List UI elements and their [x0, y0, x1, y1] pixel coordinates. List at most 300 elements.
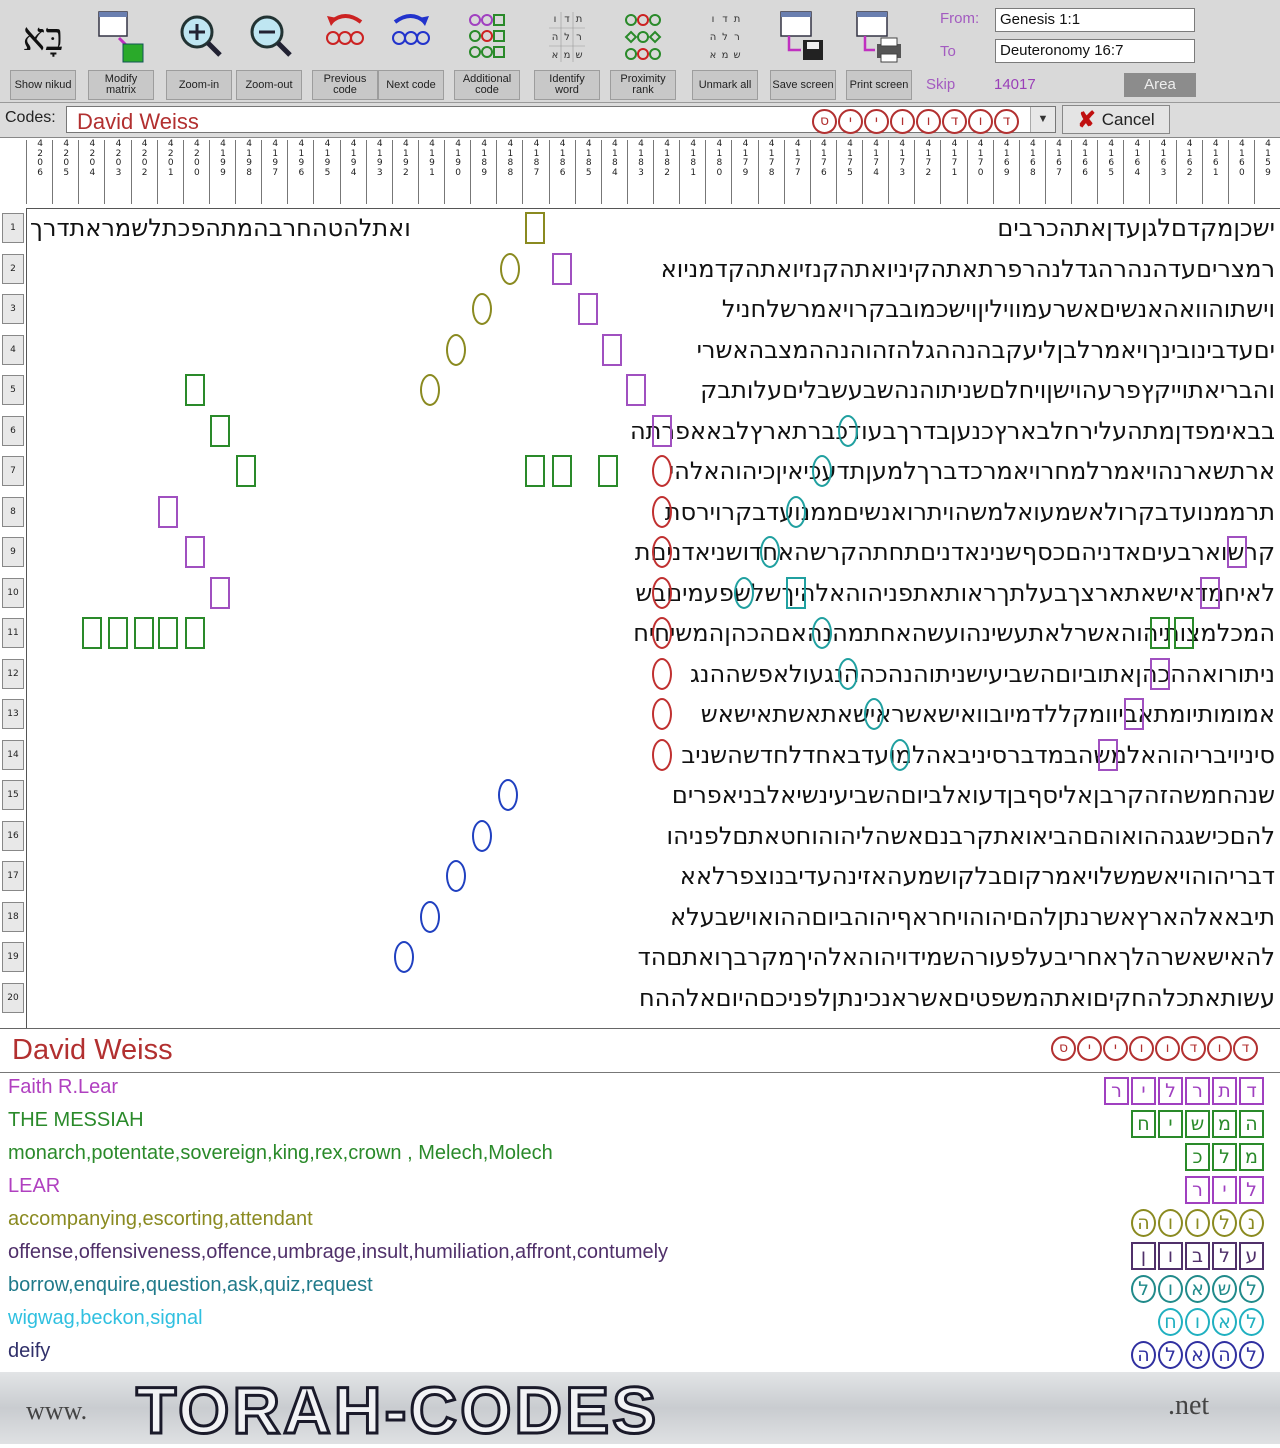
- letter-highlight: [525, 212, 545, 244]
- letter-highlight: [734, 577, 754, 609]
- term-letter: ן: [1131, 1242, 1156, 1270]
- from-field[interactable]: Genesis 1:1: [995, 8, 1195, 32]
- column-number: 4 1 7 1: [940, 140, 967, 204]
- column-number: 4 1 8 6: [549, 140, 576, 204]
- modify-matrix-label: Modify matrix: [88, 70, 154, 100]
- letter-highlight: [1174, 617, 1194, 649]
- column-number: 4 1 7 3: [888, 140, 915, 204]
- skip-value: 14017: [994, 76, 1036, 93]
- cancel-button[interactable]: [1062, 105, 1170, 134]
- next-code-label: Next code: [378, 70, 444, 100]
- zoom-in-label: Zoom-in: [166, 70, 232, 100]
- letter-highlight: [890, 739, 910, 771]
- matrix-row: ישכןמקדםלגןעדןאתהכרבים ואתלהטהחרבהמתהפכתלשמראתדרך: [30, 214, 1275, 242]
- term-letter: ל: [1212, 1209, 1237, 1237]
- letter-highlight: [210, 577, 230, 609]
- column-number: 4 1 8 3: [627, 140, 654, 204]
- identify-word-label: Identify word: [534, 70, 600, 100]
- column-number: 4 1 8 4: [601, 140, 628, 204]
- term-letter: ו: [1158, 1275, 1183, 1303]
- letter-highlight: [1200, 577, 1220, 609]
- matrix-row: תרממנועדבקרולאשמעואלמשהויתרואנשיםממנועדבקרוירסת: [664, 497, 1275, 526]
- term-letter: ה: [1131, 1209, 1156, 1237]
- term-letter: ל: [1158, 1341, 1183, 1369]
- column-number: 4 1 6 5: [1097, 140, 1124, 204]
- column-number: 4 1 8 7: [522, 140, 549, 204]
- additional-code-label: Additional code: [454, 70, 520, 100]
- letter-highlight: [838, 415, 858, 447]
- letter-highlight: [82, 617, 102, 649]
- code-letter: ו: [1129, 1036, 1154, 1061]
- print-screen-button[interactable]: [846, 4, 912, 100]
- code-letter: י: [838, 109, 863, 134]
- letter-highlight: [786, 496, 806, 528]
- letter-highlight: [1150, 617, 1170, 649]
- from-label: From:: [940, 10, 980, 27]
- letter-highlight: [134, 617, 154, 649]
- row-number: 12: [2, 659, 24, 689]
- letter-highlight: [446, 334, 466, 366]
- matrix-row: להםכישגגההואוהםהביאואתקרבנםאשהליהוהוחטאתםלפניהו: [666, 821, 1275, 850]
- column-number: 4 1 7 2: [914, 140, 941, 204]
- letter-highlight: [158, 617, 178, 649]
- svg-text:ו: ו: [553, 14, 557, 25]
- row-number: 14: [2, 740, 24, 770]
- svg-text:ל: ל: [722, 32, 728, 43]
- matrix-row: יםעדבינובינךויאמרלבןליעקבהנההגלהזהוהנההמצבהאשרי: [696, 335, 1275, 364]
- term-hebrew-letters: [1131, 1209, 1264, 1237]
- letter-highlight: [864, 698, 884, 730]
- column-number: 4 2 0 5: [52, 140, 79, 204]
- to-label: To: [940, 43, 956, 60]
- print-screen-label: Print screen: [846, 70, 912, 100]
- code-letter: י: [1103, 1036, 1128, 1061]
- column-number: 4 1 6 0: [1228, 140, 1255, 204]
- column-number: 4 1 9 3: [366, 140, 393, 204]
- term-letter: ר: [1104, 1077, 1129, 1105]
- column-number: 4 1 8 5: [575, 140, 602, 204]
- code-letter: ו: [916, 109, 941, 134]
- letter-highlight: [598, 455, 618, 487]
- term-letter: ת: [1212, 1077, 1237, 1105]
- term-letter: ה: [1212, 1341, 1237, 1369]
- code-letter: ו: [968, 109, 993, 134]
- term-letter: ל: [1239, 1341, 1264, 1369]
- svg-text:א: א: [709, 50, 717, 61]
- print-screen-icon: [855, 8, 903, 66]
- svg-text:ר: ר: [576, 32, 582, 43]
- column-number: 4 1 7 9: [731, 140, 758, 204]
- column-number: 4 1 9 7: [261, 140, 288, 204]
- term-letter: ל: [1239, 1275, 1264, 1303]
- show-nikud-label: Show nikud: [10, 70, 76, 100]
- matrix-row: תיבאאלהארץאשרנתןלהםיהוהויחראףיהוהביוםההואוישבעלא: [670, 902, 1275, 931]
- letter-highlight: [525, 455, 545, 487]
- matrix-row: וישתוהוואהאנשיםאשרעמוויליןוישכמובבקרויאמרשלחניל: [721, 295, 1275, 323]
- identify-word-button[interactable]: [534, 4, 600, 100]
- term-text[interactable]: offense,offensiveness,offence,umbrage,insult,humiliation,affront,contumely: [8, 1241, 669, 1263]
- column-number: 4 1 9 1: [418, 140, 445, 204]
- term-hebrew-letters: [1158, 1308, 1264, 1336]
- zoom-in-button[interactable]: [166, 4, 232, 100]
- letter-highlight: [1150, 658, 1170, 690]
- area-button[interactable]: Area: [1124, 73, 1196, 97]
- term-hebrew-letters: [1131, 1275, 1264, 1303]
- modify-matrix-icon: [97, 8, 145, 66]
- letter-highlight: [446, 860, 466, 892]
- term-text[interactable]: THE MESSIAH: [8, 1109, 144, 1131]
- matrix-row: ארתשארנהויאמרלמחרויאמרכדברךלמעןתדעכיאיןכיהוהאלהי: [668, 457, 1275, 485]
- row-number: 2: [2, 254, 24, 284]
- term-text[interactable]: LEAR: [8, 1175, 61, 1197]
- modify-matrix-button[interactable]: [88, 4, 154, 100]
- letter-highlight: [498, 779, 518, 811]
- letter-highlight: [652, 658, 672, 690]
- matrix-row: המכלמצותיהוהאשרלאתעשינהועשהאחתמהנהאםהכהןהמשיחיח: [633, 619, 1275, 647]
- save-screen-button[interactable]: [770, 4, 836, 100]
- additional-code-icon: [463, 8, 511, 66]
- results-panel: [0, 1030, 1280, 1368]
- term-hebrew-letters: [1131, 1242, 1264, 1270]
- term-letter: י: [1158, 1110, 1183, 1138]
- svg-text:ר: ר: [734, 32, 740, 43]
- zoom-out-icon: [245, 8, 293, 66]
- column-number: 4 1 6 4: [1123, 140, 1150, 204]
- column-number: 4 1 9 2: [392, 140, 419, 204]
- row-number: 20: [2, 983, 24, 1013]
- term-letter: י: [1212, 1176, 1237, 1204]
- matrix-row: בבאימפדןמתהעלירחלבארץכנעןבדרךבעודכברתארץלבאאפרתה: [630, 416, 1275, 445]
- site-banner: [0, 1372, 1280, 1447]
- additional-code-button[interactable]: [454, 4, 520, 100]
- codes-select[interactable]: [66, 106, 1056, 133]
- banner-www: www.: [26, 1396, 88, 1425]
- cancel-label: Cancel: [1101, 109, 1155, 129]
- row-number: 4: [2, 335, 24, 365]
- row-number: 13: [2, 699, 24, 729]
- column-number: 4 1 6 1: [1202, 140, 1229, 204]
- letter-highlight: [185, 536, 205, 568]
- term-letter: ש: [1185, 1110, 1210, 1138]
- matrix-row: עשותאתכלהחקיםואתהמשפטיםאשראנכינתןלפניכםהיוםאלההח: [638, 983, 1275, 1012]
- row-number: 10: [2, 578, 24, 608]
- term-letter: ו: [1185, 1308, 1210, 1336]
- zoom-out-button[interactable]: [236, 4, 302, 100]
- column-number: 4 1 6 3: [1149, 140, 1176, 204]
- code-letter: י: [864, 109, 889, 134]
- banner-tld: .net: [1168, 1390, 1210, 1421]
- save-screen-label: Save screen: [770, 70, 836, 100]
- term-letter: כ: [1185, 1143, 1210, 1171]
- column-number: 4 1 9 0: [444, 140, 471, 204]
- row-number: 11: [2, 618, 24, 648]
- letter-highlight: [1227, 536, 1247, 568]
- close-icon: ✘: [1077, 106, 1096, 132]
- term-hebrew-letters: [1185, 1176, 1264, 1204]
- letter-highlight: [420, 901, 440, 933]
- svg-text:ת: ת: [575, 14, 583, 25]
- term-letter: ר: [1185, 1077, 1210, 1105]
- term-text[interactable]: Faith R.Lear: [8, 1076, 119, 1098]
- letter-highlight: [602, 334, 622, 366]
- term-letter: ה: [1131, 1341, 1156, 1369]
- column-number: 4 1 5 9: [1254, 140, 1280, 204]
- column-number: 4 2 0 4: [78, 140, 105, 204]
- letter-highlight: [812, 617, 832, 649]
- letter-highlight: [552, 455, 572, 487]
- code-letter: ד: [942, 109, 967, 134]
- divider: [0, 1072, 1280, 1073]
- next-code-button[interactable]: [378, 4, 444, 100]
- svg-text:ה: ה: [709, 32, 717, 43]
- code-letter: ס: [1051, 1036, 1076, 1061]
- letter-highlight: [652, 739, 672, 771]
- column-number: 4 2 0 6: [26, 140, 53, 204]
- term-letter: ל: [1239, 1308, 1264, 1336]
- row-number: 6: [2, 416, 24, 446]
- previous-code-icon: [321, 8, 369, 66]
- row-number: 5: [2, 375, 24, 405]
- proximity-rank-icon: [619, 8, 667, 66]
- letter-highlight: [626, 374, 646, 406]
- codes-value: David Weiss: [77, 109, 199, 134]
- chevron-down-icon[interactable]: ▼: [1030, 107, 1055, 132]
- codes-bar: [0, 103, 1280, 138]
- letter-highlight: [185, 617, 205, 649]
- svg-text:מ: מ: [721, 50, 729, 61]
- letter-highlight: [760, 536, 780, 568]
- skip-label: Skip: [926, 76, 956, 93]
- column-number: 4 1 9 4: [340, 140, 367, 204]
- column-number: 4 2 0 2: [131, 140, 158, 204]
- letter-highlight: [552, 253, 572, 285]
- term-letter: ה: [1239, 1110, 1264, 1138]
- term-letter: ב: [1185, 1242, 1210, 1270]
- letter-highlight: [838, 658, 858, 690]
- column-number: 4 1 7 7: [784, 140, 811, 204]
- previous-code-button[interactable]: [312, 4, 378, 100]
- column-number: 4 1 8 1: [679, 140, 706, 204]
- toolbar: [0, 0, 1280, 103]
- matrix-row: סיניויבריהוהאלמשהבמדברסיניבאהלמועדבאחדלחדשהשניב: [681, 740, 1275, 769]
- results-title: David Weiss: [12, 1034, 173, 1066]
- codes-hebrew: [812, 109, 1019, 134]
- term-text[interactable]: accompanying,escorting,attendant: [8, 1208, 313, 1230]
- row-number: 1: [2, 213, 24, 243]
- row-number: 7: [2, 456, 24, 486]
- letter-highlight: [652, 698, 672, 730]
- column-number: 4 1 7 6: [810, 140, 837, 204]
- letter-highlight: [394, 941, 414, 973]
- svg-text:ד: ד: [564, 14, 570, 25]
- row-number: 8: [2, 497, 24, 527]
- term-text[interactable]: deify: [8, 1340, 51, 1362]
- column-number: 4 1 6 2: [1176, 140, 1203, 204]
- identify-word-icon: [543, 8, 591, 66]
- unmark-all-button[interactable]: [692, 4, 758, 100]
- matrix-row: להאישאשרהלךאחריבעלפעורהשמידויהוהאלהיךמקרבךואתםהד: [637, 943, 1275, 971]
- next-code-icon: [387, 8, 435, 66]
- row-number: 18: [2, 902, 24, 932]
- column-number: 4 1 6 9: [993, 140, 1020, 204]
- letter-highlight: [420, 374, 440, 406]
- matrix-row: דבריהוהויאשמשלויאמרקוםבלקושמעהאזינהעדיבנוצפרלאא: [679, 862, 1275, 890]
- code-letter: ד: [1181, 1036, 1206, 1061]
- unmark-all-icon: [701, 8, 749, 66]
- term-text[interactable]: wigwag,beckon,signal: [8, 1307, 203, 1329]
- svg-text:ד: ד: [722, 14, 728, 25]
- column-number: 4 1 7 4: [862, 140, 889, 204]
- results-title-hebrew: [1051, 1036, 1258, 1061]
- term-letter: ד: [1239, 1077, 1264, 1105]
- letter-highlight: [210, 415, 230, 447]
- unmark-all-label: Unmark all: [692, 70, 758, 100]
- column-number: 4 2 0 3: [104, 140, 131, 204]
- svg-text:ה: ה: [551, 32, 559, 43]
- column-number: 4 1 9 6: [287, 140, 314, 204]
- row-number: 15: [2, 780, 24, 810]
- term-letter: מ: [1239, 1143, 1264, 1171]
- svg-text:א: א: [551, 50, 559, 61]
- column-number: 4 1 6 8: [1019, 140, 1046, 204]
- column-number: 4 2 0 0: [183, 140, 210, 204]
- term-letter: נ: [1239, 1209, 1264, 1237]
- nikud-letter-icon: [19, 8, 67, 66]
- row-number: 3: [2, 294, 24, 324]
- save-screen-icon: [779, 8, 827, 66]
- zoom-in-icon: [175, 8, 223, 66]
- code-letter: ו: [890, 109, 915, 134]
- row-number: 19: [2, 942, 24, 972]
- term-letter: ש: [1212, 1275, 1237, 1303]
- letter-highlight: [652, 536, 672, 568]
- term-letter: ו: [1158, 1209, 1183, 1237]
- letter-highlight: [185, 374, 205, 406]
- term-letter: ל: [1212, 1143, 1237, 1171]
- column-number: 4 1 9 5: [313, 140, 340, 204]
- term-letter: א: [1185, 1275, 1210, 1303]
- letter-highlight: [652, 415, 672, 447]
- svg-text:ל: ל: [564, 32, 570, 43]
- row-number: 17: [2, 861, 24, 891]
- code-letter: ס: [812, 109, 837, 134]
- row-number: 9: [2, 537, 24, 567]
- row-header: [0, 208, 27, 1028]
- svg-text:מ: מ: [563, 50, 571, 61]
- letter-highlight: [786, 577, 806, 609]
- column-number: 4 1 6 7: [1045, 140, 1072, 204]
- svg-text:ו: ו: [711, 14, 715, 25]
- letter-highlight: [652, 455, 672, 487]
- term-letter: א: [1185, 1341, 1210, 1369]
- column-number: 4 2 0 1: [157, 140, 184, 204]
- column-number: 4 1 9 9: [209, 140, 236, 204]
- letter-highlight: [472, 820, 492, 852]
- column-number: 4 1 7 8: [758, 140, 785, 204]
- svg-text:בָּא: בָּא: [22, 15, 64, 59]
- column-number: 4 1 7 0: [967, 140, 994, 204]
- to-field[interactable]: Deuteronomy 16:7: [995, 39, 1195, 63]
- letter-highlight: [1124, 698, 1144, 730]
- term-hebrew-letters: [1185, 1143, 1264, 1171]
- code-letter: ד: [994, 109, 1019, 134]
- letter-highlight: [108, 617, 128, 649]
- svg-text:ש: ש: [575, 50, 583, 61]
- term-hebrew-letters: [1131, 1341, 1264, 1369]
- term-letter: ר: [1185, 1176, 1210, 1204]
- codes-label: Codes:: [5, 109, 56, 126]
- letter-highlight: [472, 293, 492, 325]
- column-number: 4 1 7 5: [836, 140, 863, 204]
- column-number: 4 1 9 8: [235, 140, 262, 204]
- letter-highlight: [236, 455, 256, 487]
- svg-text:ת: ת: [733, 14, 741, 25]
- column-number: 4 1 8 2: [653, 140, 680, 204]
- term-letter: ל: [1212, 1242, 1237, 1270]
- term-letter: ח: [1158, 1308, 1183, 1336]
- term-letter: מ: [1212, 1110, 1237, 1138]
- column-number: 4 1 8 9: [470, 140, 497, 204]
- banner-logo: TORAH-CODES: [136, 1373, 660, 1447]
- term-letter: ו: [1185, 1209, 1210, 1237]
- code-letter: ד: [1233, 1036, 1258, 1061]
- matrix-row: רמצריםעדהנהרהגדלנהרפרתאתהקיניואתהקנזיואתהקדמניוא: [660, 254, 1275, 283]
- code-letter: י: [1077, 1036, 1102, 1061]
- column-header: [26, 138, 1280, 209]
- matrix-row: והבריאתוייקץפרעהוישןויחלםשניתוהנהשבעשבליםעלותבק: [700, 376, 1275, 404]
- matrix-row: קרשוארבעיםאדניהםכסףשנינאדניםתחתהקרשהאחדושניאדניםת: [634, 538, 1275, 566]
- proximity-rank-label: Proximity rank: [610, 70, 676, 100]
- show-nikud-button[interactable]: [10, 4, 76, 100]
- term-hebrew-letters: [1131, 1110, 1264, 1138]
- letter-highlight: [652, 617, 672, 649]
- term-letter: י: [1131, 1077, 1156, 1105]
- matrix-grid: [0, 138, 1280, 1029]
- term-letter: ו: [1158, 1242, 1183, 1270]
- term-hebrew-letters: [1104, 1077, 1264, 1105]
- proximity-rank-button[interactable]: [610, 4, 676, 100]
- term-letter: ע: [1239, 1242, 1264, 1270]
- column-number: 4 1 8 0: [705, 140, 732, 204]
- letter-highlight: [578, 293, 598, 325]
- letter-highlight: [812, 455, 832, 487]
- letter-highlight: [500, 253, 520, 285]
- previous-code-label: Previous code: [312, 70, 378, 100]
- column-number: 4 1 6 6: [1071, 140, 1098, 204]
- matrix-row: לאיחמדאישאתארצךבעלתךראותאתפניהוהאלהיךשלשפעמיםבש: [635, 578, 1275, 607]
- code-letter: ו: [1207, 1036, 1232, 1061]
- letter-highlight: [158, 496, 178, 528]
- matrix-row: שנהחמשהזהקרבןאליסףבןדעואלביוםהשביעינשיאלבניאפרים: [671, 781, 1275, 809]
- row-number: 16: [2, 821, 24, 851]
- term-letter: א: [1212, 1308, 1237, 1336]
- term-text[interactable]: borrow,enquire,question,ask,quiz,request: [8, 1274, 373, 1296]
- svg-text:ש: ש: [733, 50, 741, 61]
- matrix-row: ניתורואההכהןאתוביוםהשביעישניתוהנהכההנגעולאפשההנג: [690, 659, 1275, 688]
- term-text[interactable]: monarch,potentate,sovereign,king,rex,crown , Melech,Molech: [8, 1142, 553, 1164]
- term-letter: ל: [1158, 1077, 1183, 1105]
- column-number: 4 1 8 8: [496, 140, 523, 204]
- matrix-row: אמומותיומתאביוומקללדמיובוואישאשראישאתאשתאישאש: [700, 700, 1275, 728]
- letter-highlight: [652, 496, 672, 528]
- term-letter: ל: [1239, 1176, 1264, 1204]
- term-letter: ל: [1131, 1275, 1156, 1303]
- letter-highlight: [1098, 739, 1118, 771]
- term-letter: ח: [1131, 1110, 1156, 1138]
- code-letter: ו: [1155, 1036, 1180, 1061]
- zoom-out-label: Zoom-out: [236, 70, 302, 100]
- letter-highlight: [652, 577, 672, 609]
